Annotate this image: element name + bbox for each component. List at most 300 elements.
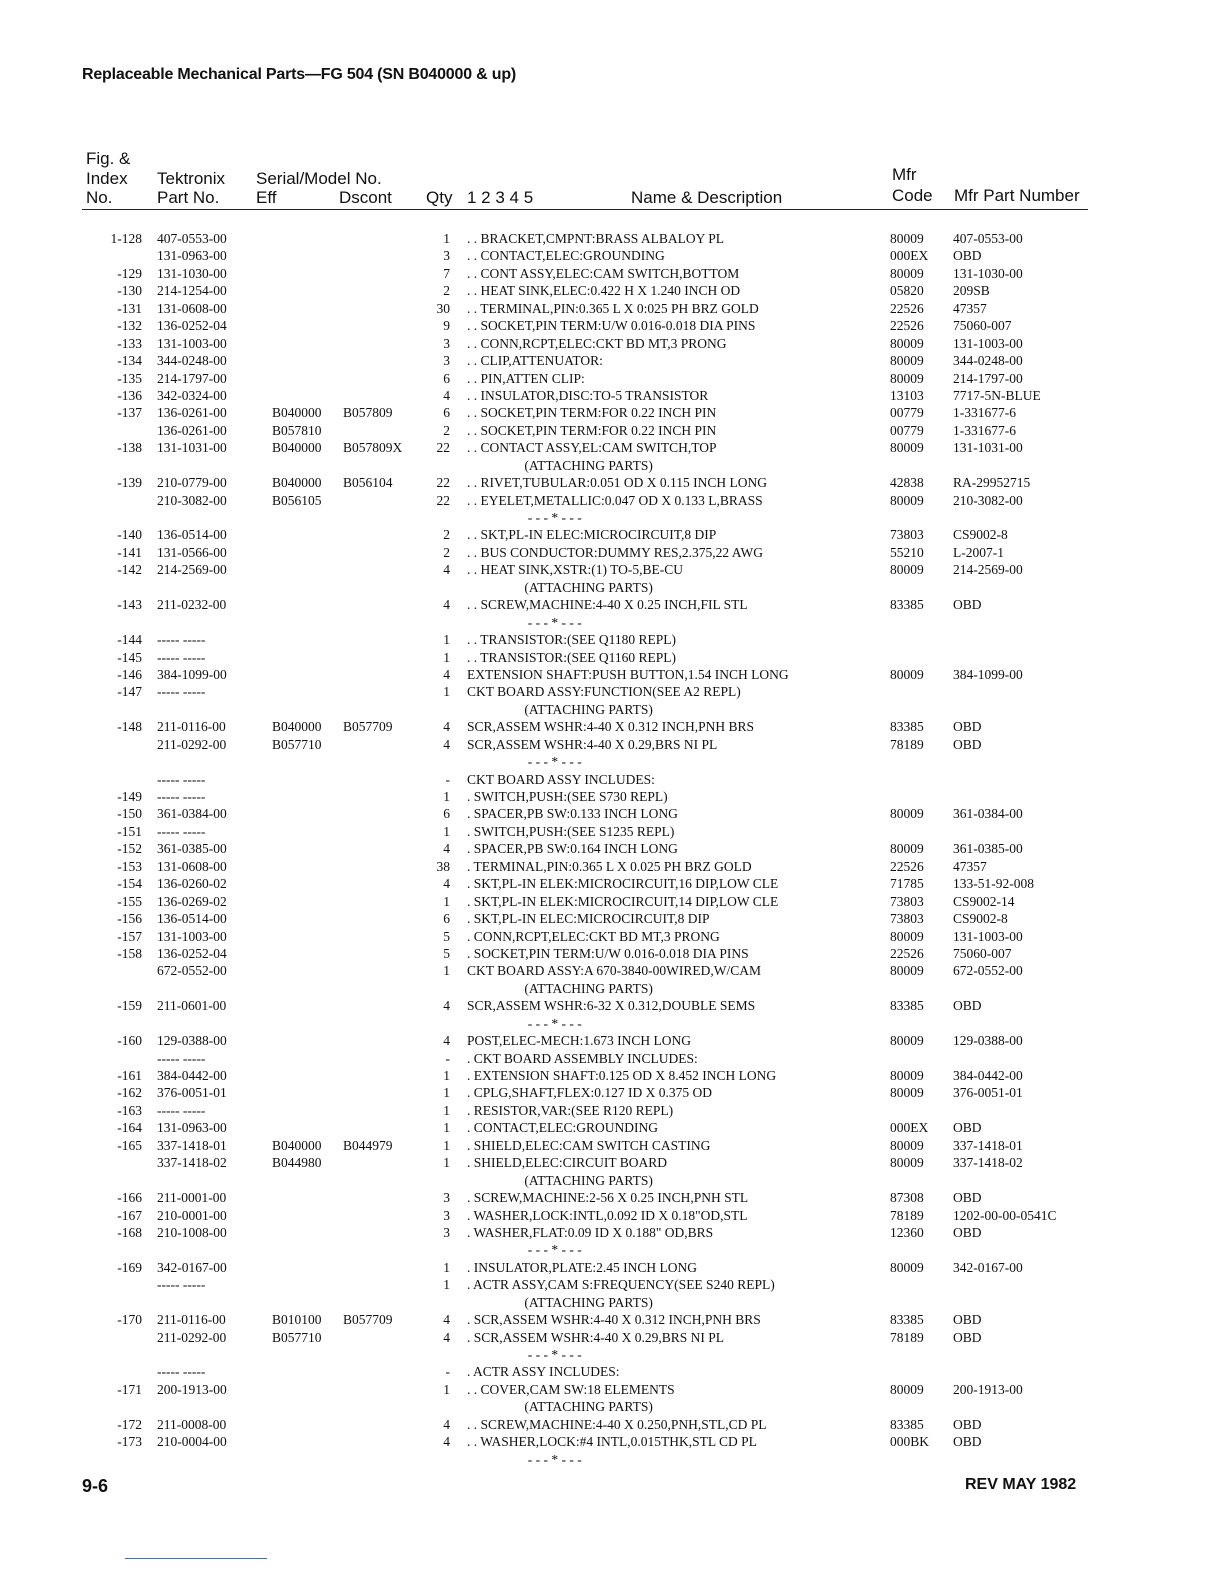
header-eff: Eff <box>256 188 277 207</box>
fig-index: -153 <box>117 858 142 874</box>
table-row <box>0 265 1224 282</box>
fig-index: -161 <box>117 1068 142 1083</box>
quantity: 4 <box>443 1033 450 1049</box>
mfr-code: 22526 <box>890 945 924 961</box>
fig-index: -170 <box>117 1312 142 1328</box>
description: CKT BOARD ASSY INCLUDES: <box>467 771 655 787</box>
table-row <box>0 683 1224 700</box>
description: . . BRACKET,CMPNT:BRASS ALBALOY PL <box>467 231 724 246</box>
description: . . CONTACT,ELEC:GROUNDING <box>467 248 665 264</box>
quantity: 6 <box>443 806 450 822</box>
part-number: 384-0442-00 <box>157 1068 227 1083</box>
quantity: 1 <box>443 893 450 909</box>
mfr-code: 83385 <box>890 1416 924 1432</box>
description: . . CLIP,ATTENUATOR: <box>467 353 603 369</box>
fig-index: -152 <box>117 841 142 857</box>
part-number: 131-0963-00 <box>157 248 227 264</box>
header-name-description: Name & Description <box>631 188 783 207</box>
table-row <box>0 1398 1224 1415</box>
part-number: 210-0779-00 <box>157 475 227 491</box>
description: . EXTENSION SHAFT:0.125 OD X 8.452 INCH LONG <box>467 1068 777 1083</box>
mfr-part-number: 7717-5N-BLUE <box>953 387 1041 403</box>
description: . SKT,PL-IN ELEK:MICROCIRCUIT,14 DIP,LOW CLE <box>467 893 779 909</box>
mfr-part-number: 131-1003-00 <box>953 335 1023 351</box>
quantity: 1 <box>443 963 450 979</box>
mfr-code: 80009 <box>890 1085 924 1101</box>
description: - - - * - - - <box>467 1451 582 1467</box>
table-row <box>0 544 1224 561</box>
quantity: 4 <box>443 719 450 735</box>
header-fig-index-line1: Fig. & <box>86 149 131 168</box>
quantity: 1 <box>443 1068 450 1083</box>
table-row <box>0 596 1224 613</box>
description: . SCR,ASSEM WSHR:4-40 X 0.312 INCH,PNH BRS <box>467 1312 761 1328</box>
description: . . SKT,PL-IN ELEC:MICROCIRCUIT,8 DIP <box>467 527 717 543</box>
table-row <box>0 370 1224 387</box>
description: . . TRANSISTOR:(SEE Q1160 REPL) <box>467 649 677 665</box>
mfr-part-number: 47357 <box>953 300 987 316</box>
table-row <box>0 579 1224 596</box>
table-row <box>0 1346 1224 1363</box>
part-number: ----- ----- <box>157 632 206 648</box>
description: SCR,ASSEM WSHR:4-40 X 0.29,BRS NI PL <box>467 736 718 752</box>
part-number: 342-0167-00 <box>157 1259 227 1275</box>
table-row <box>0 805 1224 822</box>
part-number: ----- ----- <box>157 1277 206 1293</box>
table-row <box>0 1433 1224 1450</box>
mfr-part-number: 214-1797-00 <box>953 370 1023 386</box>
table-row <box>0 247 1224 264</box>
fig-index: -160 <box>117 1033 142 1049</box>
description: . . SOCKET,PIN TERM:U/W 0.016-0.018 DIA PINS <box>467 318 756 334</box>
serial-eff: B040000 <box>272 1137 322 1153</box>
part-number: 211-0001-00 <box>157 1190 227 1206</box>
description: SCR,ASSEM WSHR:6-32 X 0.312,DOUBLE SEMS <box>467 998 756 1014</box>
part-number: 131-1030-00 <box>157 265 227 281</box>
mfr-code: 80009 <box>890 1155 924 1171</box>
mfr-code: 000EX <box>890 248 929 264</box>
quantity: 38 <box>436 858 450 874</box>
description: . CONTACT,ELEC:GROUNDING <box>467 1120 659 1136</box>
table-row <box>0 335 1224 352</box>
part-number: ----- ----- <box>157 684 206 700</box>
fig-index: -150 <box>117 806 142 822</box>
fig-index: -137 <box>117 405 142 421</box>
description: . . BUS CONDUCTOR:DUMMY RES,2.375,22 AWG <box>467 544 763 560</box>
scan-line-artifact <box>125 1558 267 1559</box>
part-number: 136-0514-00 <box>157 527 227 543</box>
mfr-part-number: 47357 <box>953 858 987 874</box>
table-row <box>0 404 1224 421</box>
mfr-part-number: 384-1099-00 <box>953 666 1023 682</box>
description: . . HEAT SINK,XSTR:(1) TO-5,BE-CU <box>467 562 684 578</box>
table-row <box>0 614 1224 631</box>
table-row <box>0 1050 1224 1067</box>
mfr-code: 42838 <box>890 475 924 491</box>
fig-index: -171 <box>117 1381 142 1397</box>
mfr-part-number: 337-1418-01 <box>953 1137 1023 1153</box>
quantity: 2 <box>443 544 450 560</box>
header-qty: Qty <box>426 188 453 207</box>
part-number: 131-0608-00 <box>157 858 227 874</box>
part-number: 211-0292-00 <box>157 1329 227 1345</box>
mfr-code: 80009 <box>890 1381 924 1397</box>
part-number: 211-0292-00 <box>157 736 227 752</box>
mfr-part-number: OBD <box>953 1190 982 1206</box>
description: . . SOCKET,PIN TERM:FOR 0.22 INCH PIN <box>467 405 717 421</box>
table-row <box>0 1363 1224 1380</box>
mfr-part-number: 672-0552-00 <box>953 963 1023 979</box>
description: . SHIELD,ELEC:CIRCUIT BOARD <box>467 1155 668 1171</box>
quantity: 4 <box>443 841 450 857</box>
part-number: ----- ----- <box>157 1050 206 1066</box>
part-number: 131-1003-00 <box>157 928 227 944</box>
quantity: 4 <box>443 876 450 892</box>
mfr-code: 80009 <box>890 666 924 682</box>
quantity: 3 <box>443 335 450 351</box>
quantity: 4 <box>443 1329 450 1345</box>
part-number: ----- ----- <box>157 789 206 804</box>
description: . SCREW,MACHINE:2-56 X 0.25 INCH,PNH STL <box>467 1190 749 1206</box>
serial-dscont: B057709 <box>343 1312 393 1328</box>
mfr-part-number: 376-0051-01 <box>953 1085 1023 1101</box>
header-fig-index-line2: Index <box>86 169 128 188</box>
quantity: 22 <box>436 492 450 508</box>
table-row <box>0 1259 1224 1276</box>
fig-index: -135 <box>117 370 142 386</box>
table-row <box>0 736 1224 753</box>
fig-index: -162 <box>117 1085 142 1101</box>
quantity: 6 <box>443 911 450 927</box>
serial-eff: B057710 <box>272 1329 322 1345</box>
mfr-code: 80009 <box>890 492 924 508</box>
table-row <box>0 439 1224 456</box>
description: . ACTR ASSY INCLUDES: <box>467 1364 620 1380</box>
quantity: 1 <box>443 789 450 804</box>
table-row <box>0 1067 1224 1084</box>
table-row <box>0 928 1224 945</box>
table-row <box>0 492 1224 509</box>
serial-eff: B056105 <box>272 492 322 508</box>
part-number: 131-0566-00 <box>157 544 227 560</box>
table-row <box>0 230 1224 247</box>
table-row <box>0 1119 1224 1136</box>
quantity: 5 <box>443 945 450 961</box>
part-number: 384-1099-00 <box>157 666 227 682</box>
table-row <box>0 649 1224 666</box>
description: (ATTACHING PARTS) <box>467 579 653 595</box>
table-row <box>0 526 1224 543</box>
quantity: 4 <box>443 597 450 613</box>
quantity: 1 <box>443 1085 450 1101</box>
mfr-part-number: OBD <box>953 1312 982 1328</box>
table-row <box>0 631 1224 648</box>
fig-index: -156 <box>117 911 142 927</box>
header-dscont: Dscont <box>339 188 392 207</box>
mfr-code: 83385 <box>890 719 924 735</box>
serial-eff: B057810 <box>272 422 322 438</box>
fig-index: -143 <box>117 597 142 613</box>
description: . . SCREW,MACHINE:4-40 X 0.250,PNH,STL,CD PL <box>467 1416 767 1432</box>
quantity: 3 <box>443 353 450 369</box>
fig-index: -168 <box>117 1224 142 1240</box>
mfr-code: 22526 <box>890 300 924 316</box>
quantity: 6 <box>443 405 450 421</box>
mfr-code: 80009 <box>890 1259 924 1275</box>
fig-index: -147 <box>117 684 142 700</box>
mfr-code: 80009 <box>890 231 924 246</box>
fig-index: -159 <box>117 998 142 1014</box>
description: (ATTACHING PARTS) <box>467 701 653 717</box>
table-row <box>0 352 1224 369</box>
quantity: 4 <box>443 666 450 682</box>
description: . WASHER,FLAT:0.09 ID X 0.188" OD,BRS <box>467 1224 714 1240</box>
header-rule <box>82 209 1088 210</box>
description: . . CONTACT ASSY,EL:CAM SWITCH,TOP <box>467 440 717 456</box>
table-row <box>0 1032 1224 1049</box>
part-number: 210-1008-00 <box>157 1224 227 1240</box>
description: . . TERMINAL,PIN:0.365 L X 0:025 PH BRZ GOLD <box>467 300 759 316</box>
description: . ACTR ASSY,CAM S:FREQUENCY(SEE S240 REPL) <box>467 1277 775 1293</box>
table-row <box>0 701 1224 718</box>
description: . SKT,PL-IN ELEC:MICROCIRCUIT,8 DIP <box>467 911 710 927</box>
description: - - - * - - - <box>467 754 582 770</box>
mfr-code: 00779 <box>890 405 924 421</box>
description: . RESISTOR,VAR:(SEE R120 REPL) <box>467 1102 674 1118</box>
mfr-part-number: 1202-00-00-0541C <box>953 1207 1057 1223</box>
description: (ATTACHING PARTS) <box>467 1399 653 1415</box>
header-mfr-line2: Code <box>892 186 933 205</box>
table-row <box>0 457 1224 474</box>
description: . INSULATOR,PLATE:2.45 INCH LONG <box>467 1259 698 1275</box>
quantity: 2 <box>443 283 450 299</box>
description: (ATTACHING PARTS) <box>467 1294 653 1310</box>
table-row <box>0 997 1224 1014</box>
table-row <box>0 474 1224 491</box>
fig-index: -141 <box>117 544 142 560</box>
serial-dscont: B057809X <box>343 440 403 456</box>
quantity: 3 <box>443 1224 450 1240</box>
part-number: 214-2569-00 <box>157 562 227 578</box>
fig-index: -157 <box>117 928 142 944</box>
table-row <box>0 875 1224 892</box>
description: . CKT BOARD ASSEMBLY INCLUDES: <box>467 1050 698 1066</box>
description: . SKT,PL-IN ELEK:MICROCIRCUIT,16 DIP,LOW CLE <box>467 876 779 892</box>
fig-index: -169 <box>117 1259 142 1275</box>
table-row <box>0 1294 1224 1311</box>
part-number: 211-0232-00 <box>157 597 227 613</box>
description: . SWITCH,PUSH:(SEE S730 REPL) <box>467 789 668 804</box>
mfr-part-number: OBD <box>953 1329 982 1345</box>
mfr-code: 80009 <box>890 841 924 857</box>
part-number: ----- ----- <box>157 649 206 665</box>
quantity: 4 <box>443 562 450 578</box>
header-tektronix-line1: Tektronix <box>157 169 226 188</box>
mfr-code: 87308 <box>890 1190 924 1206</box>
fig-index: -164 <box>117 1120 142 1136</box>
quantity: 1 <box>443 1259 450 1275</box>
mfr-part-number: OBD <box>953 1434 982 1450</box>
serial-dscont: B056104 <box>343 475 393 491</box>
serial-dscont: B057809 <box>343 405 393 421</box>
part-number: 361-0384-00 <box>157 806 227 822</box>
quantity: 1 <box>443 1120 450 1136</box>
part-number: 214-1797-00 <box>157 370 227 386</box>
table-row <box>0 1224 1224 1241</box>
description: (ATTACHING PARTS) <box>467 1172 653 1188</box>
mfr-part-number: OBD <box>953 998 982 1014</box>
mfr-part-number: 214-2569-00 <box>953 562 1023 578</box>
mfr-part-number: 337-1418-02 <box>953 1155 1023 1171</box>
description: CKT BOARD ASSY:FUNCTION(SEE A2 REPL) <box>467 684 741 700</box>
table-row <box>0 980 1224 997</box>
quantity: 3 <box>443 1207 450 1223</box>
part-number: 136-0260-02 <box>157 876 227 892</box>
part-number: ----- ----- <box>157 823 206 839</box>
description: . . PIN,ATTEN CLIP: <box>467 370 585 386</box>
quantity: 4 <box>443 387 450 403</box>
serial-eff: B040000 <box>272 440 322 456</box>
description: . . CONT ASSY,ELEC:CAM SWITCH,BOTTOM <box>467 265 740 281</box>
mfr-part-number: 384-0442-00 <box>953 1068 1023 1083</box>
fig-index: -132 <box>117 318 142 334</box>
part-number: 344-0248-00 <box>157 353 227 369</box>
mfr-code: 78189 <box>890 1329 924 1345</box>
mfr-part-number: 129-0388-00 <box>953 1033 1023 1049</box>
description: . . HEAT SINK,ELEC:0.422 H X 1.240 INCH OD <box>467 283 741 299</box>
description: . . SCREW,MACHINE:4-40 X 0.25 INCH,FIL STL <box>467 597 748 613</box>
header-serial-model: Serial/Model No. <box>256 169 382 188</box>
part-number: 210-0001-00 <box>157 1207 227 1223</box>
description: POST,ELEC-MECH:1.673 INCH LONG <box>467 1033 691 1049</box>
serial-eff: B010100 <box>272 1312 322 1328</box>
mfr-code: 13103 <box>890 387 924 403</box>
mfr-code: 80009 <box>890 370 924 386</box>
mfr-code: 80009 <box>890 265 924 281</box>
table-row <box>0 840 1224 857</box>
description: . . CONN,RCPT,ELEC:CKT BD MT,3 PRONG <box>467 335 727 351</box>
mfr-code: 12360 <box>890 1224 924 1240</box>
mfr-part-number: 344-0248-00 <box>953 353 1023 369</box>
mfr-part-number: RA-29952715 <box>953 475 1031 491</box>
part-number: 672-0552-00 <box>157 963 227 979</box>
mfr-code: 78189 <box>890 736 924 752</box>
part-number: 211-0116-00 <box>157 719 226 735</box>
table-row <box>0 858 1224 875</box>
quantity: 4 <box>443 1434 450 1450</box>
table-row <box>0 1451 1224 1468</box>
fig-index: -133 <box>117 335 142 351</box>
table-row <box>0 387 1224 404</box>
fig-index: -130 <box>117 283 142 299</box>
mfr-code: 05820 <box>890 283 924 299</box>
table-row <box>0 1381 1224 1398</box>
part-number: 361-0385-00 <box>157 841 227 857</box>
mfr-code: 00779 <box>890 422 924 438</box>
table-row <box>0 1189 1224 1206</box>
table-row <box>0 1084 1224 1101</box>
fig-index: -136 <box>117 387 142 403</box>
part-number: 337-1418-01 <box>157 1137 227 1153</box>
part-number: 407-0553-00 <box>157 231 227 246</box>
mfr-code: 80009 <box>890 562 924 578</box>
mfr-code: 80009 <box>890 1033 924 1049</box>
mfr-part-number: CS9002-8 <box>953 527 1008 543</box>
fig-index: 1-128 <box>110 231 142 246</box>
fig-index: -149 <box>117 789 142 804</box>
quantity: 5 <box>443 928 450 944</box>
description: . SWITCH,PUSH:(SEE S1235 REPL) <box>467 823 675 839</box>
fig-index: -165 <box>117 1137 142 1153</box>
header-fig-index-line3: No. <box>86 188 113 207</box>
fig-index: -145 <box>117 649 142 665</box>
quantity: 1 <box>443 632 450 648</box>
description: (ATTACHING PARTS) <box>467 457 653 473</box>
mfr-part-number: OBD <box>953 597 982 613</box>
mfr-code: 73803 <box>890 893 924 909</box>
table-row <box>0 962 1224 979</box>
mfr-part-number: 342-0167-00 <box>953 1259 1023 1275</box>
header-mfr-line1: Mfr <box>892 165 917 184</box>
table-row <box>0 1311 1224 1328</box>
mfr-part-number: OBD <box>953 1416 982 1432</box>
page-title: Replaceable Mechanical Parts—FG 504 (SN B040000 & up) <box>82 66 517 83</box>
description: . . SOCKET,PIN TERM:FOR 0.22 INCH PIN <box>467 422 717 438</box>
table-row <box>0 1137 1224 1154</box>
part-number: 337-1418-02 <box>157 1155 227 1171</box>
description: . . WASHER,LOCK:#4 INTL,0.015THK,STL CD PL <box>467 1434 757 1450</box>
quantity: 1 <box>443 1381 450 1397</box>
fig-index: -142 <box>117 562 142 578</box>
parts-list <box>0 230 1224 1468</box>
mfr-part-number: 1-331677-6 <box>953 405 1016 421</box>
description: . SCR,ASSEM WSHR:4-40 X 0.29,BRS NI PL <box>467 1329 725 1345</box>
part-number: ----- ----- <box>157 771 206 787</box>
mfr-part-number: 209SB <box>953 283 990 299</box>
table-row <box>0 300 1224 317</box>
table-row <box>0 317 1224 334</box>
quantity: 1 <box>443 684 450 700</box>
part-number: 210-0004-00 <box>157 1434 227 1450</box>
table-row <box>0 910 1224 927</box>
quantity: - <box>445 1364 450 1380</box>
fig-index: -163 <box>117 1102 142 1118</box>
serial-eff: B044980 <box>272 1155 322 1171</box>
table-row <box>0 1172 1224 1189</box>
quantity: 4 <box>443 1312 450 1328</box>
serial-dscont: B057709 <box>343 719 393 735</box>
part-number: 376-0051-01 <box>157 1085 227 1101</box>
part-number: 211-0008-00 <box>157 1416 227 1432</box>
mfr-part-number: 1-331677-6 <box>953 422 1016 438</box>
fig-index: -172 <box>117 1416 142 1432</box>
quantity: 22 <box>436 475 450 491</box>
part-number: 129-0388-00 <box>157 1033 227 1049</box>
header-mfr-part-number: Mfr Part Number <box>954 186 1080 205</box>
part-number: 200-1913-00 <box>157 1381 227 1397</box>
description: - - - * - - - <box>467 614 582 630</box>
mfr-part-number: OBD <box>953 719 982 735</box>
quantity: 1 <box>443 231 450 246</box>
mfr-part-number: CS9002-14 <box>953 893 1015 909</box>
serial-eff: B040000 <box>272 405 322 421</box>
header-indent-levels: 1 2 3 4 5 <box>467 188 534 207</box>
mfr-code: 83385 <box>890 597 924 613</box>
mfr-code: 80009 <box>890 1068 924 1083</box>
mfr-code: 80009 <box>890 963 924 979</box>
table-row <box>0 1241 1224 1258</box>
mfr-code: 80009 <box>890 335 924 351</box>
